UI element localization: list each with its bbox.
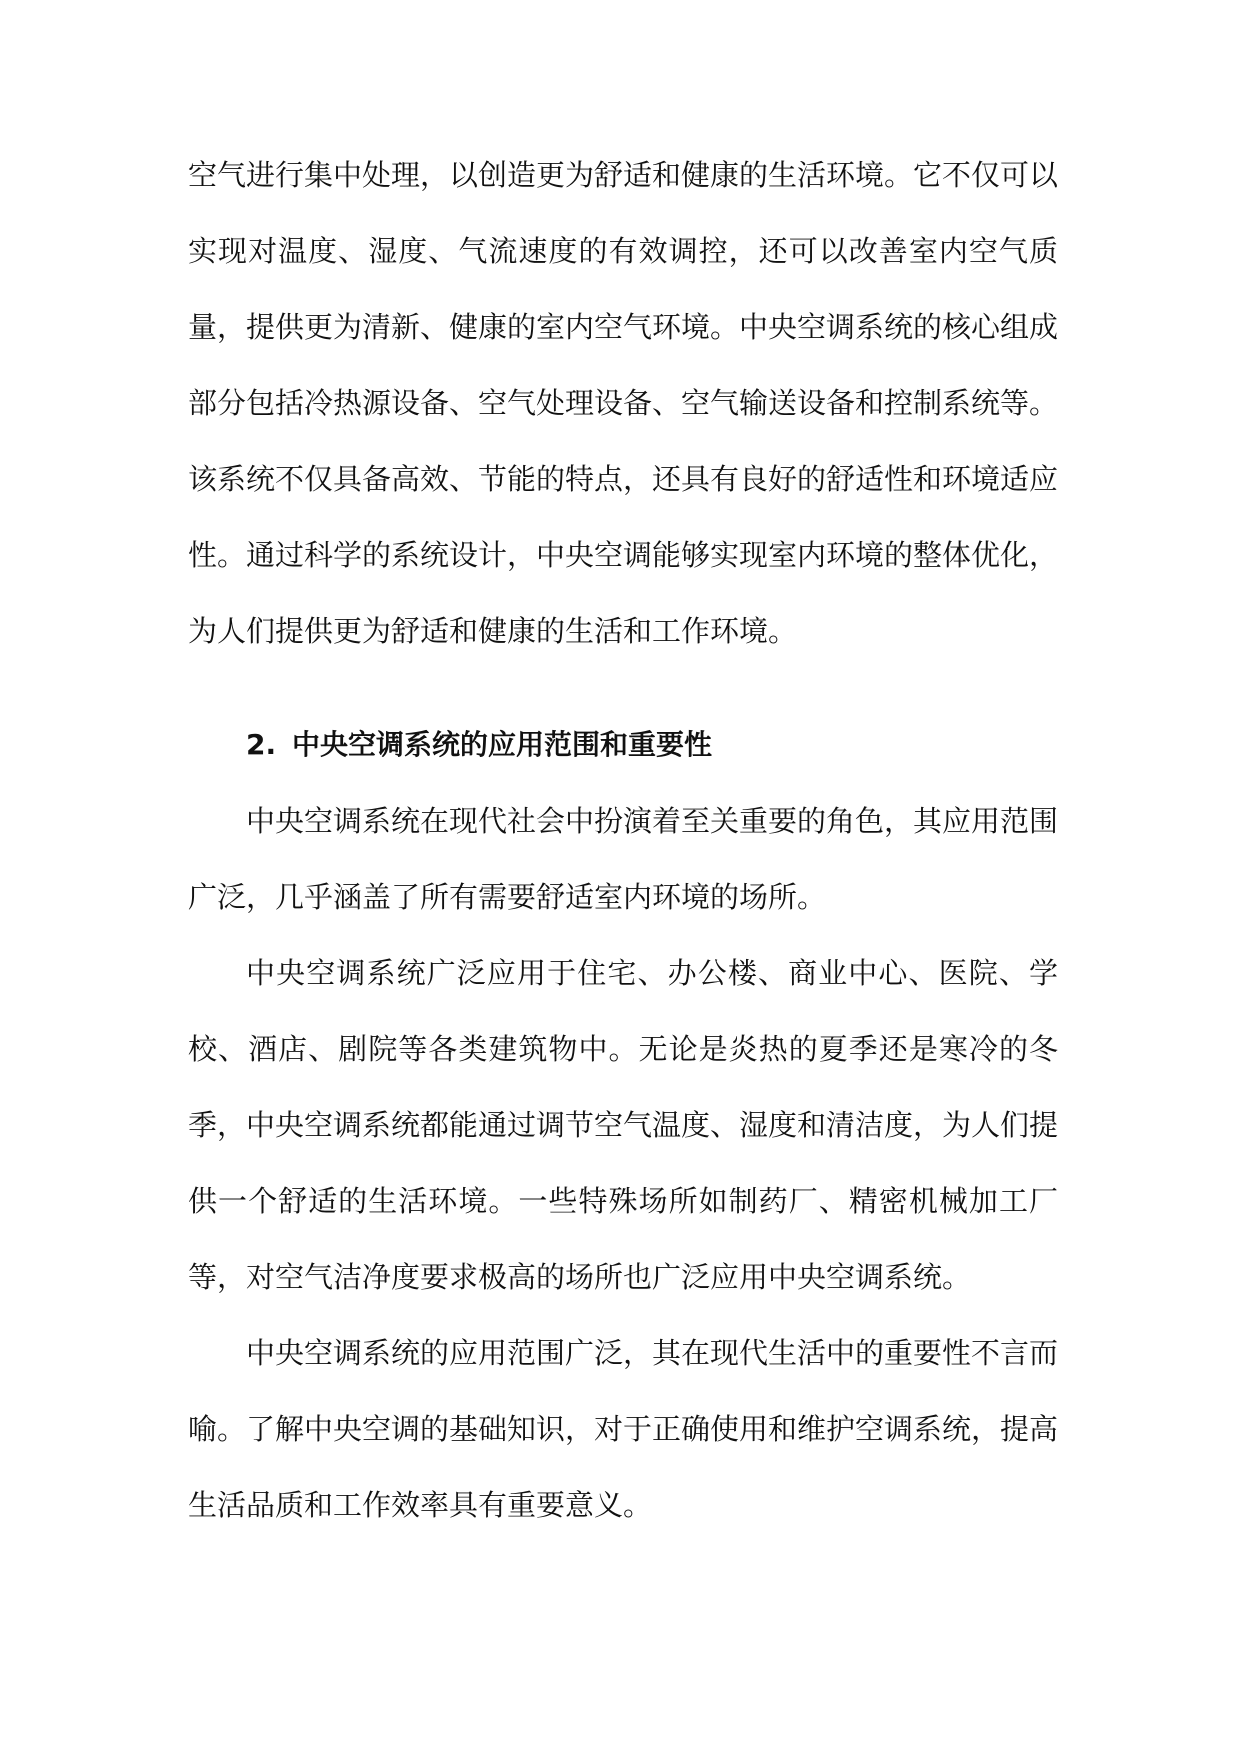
section-paragraph-2: 中央空调系统广泛应用于住宅、办公楼、商业中心、医院、学校、酒店、剧院等各类建筑物中。无论是炎热的夏季还是寒冷的冬季，中央空调系统都能通过调节空气温度、湿度和清洁度，为人们提供一个舒适的生活环境。一些特殊场所如制药厂、精密机械加工厂等，对空气洁净度要求极高的场所也广泛应用中央空调系统。 xyxy=(188,956,1059,1294)
section-heading xyxy=(188,707,1058,783)
document-body xyxy=(188,137,1058,1543)
section-number: 2. xyxy=(246,728,277,761)
section-title: 中央空调系统的应用范围和重要性 xyxy=(292,728,713,761)
section-paragraph-3: 中央空调系统的应用范围广泛，其在现代生活中的重要性不言而喻。了解中央空调的基础知识，对于正确使用和维护空调系统，提高生活品质和工作效率具有重要意义。 xyxy=(188,1336,1059,1522)
intro-paragraph: 空气进行集中处理，以创造更为舒适和健康的生活环境。它不仅可以实现对温度、湿度、气流速度的有效调控，还可以改善室内空气质量，提供更为清新、健康的室内空气环境。中央空调系统的核心组成部分包括冷热源设备、空气处理设备、空气输送设备和控制系统等。该系统不仅具备高效、节能的特点，还具有良好的舒适性和环境适应性。通过科学的系统设计，中央空调能够实现室内环境的整体优化，为人们提供更为舒适和健康的生活和工作环境。 xyxy=(188,158,1059,648)
section-paragraph-1: 中央空调系统在现代社会中扮演着至关重要的角色，其应用范围广泛，几乎涵盖了所有需要舒适室内环境的场所。 xyxy=(188,804,1059,914)
